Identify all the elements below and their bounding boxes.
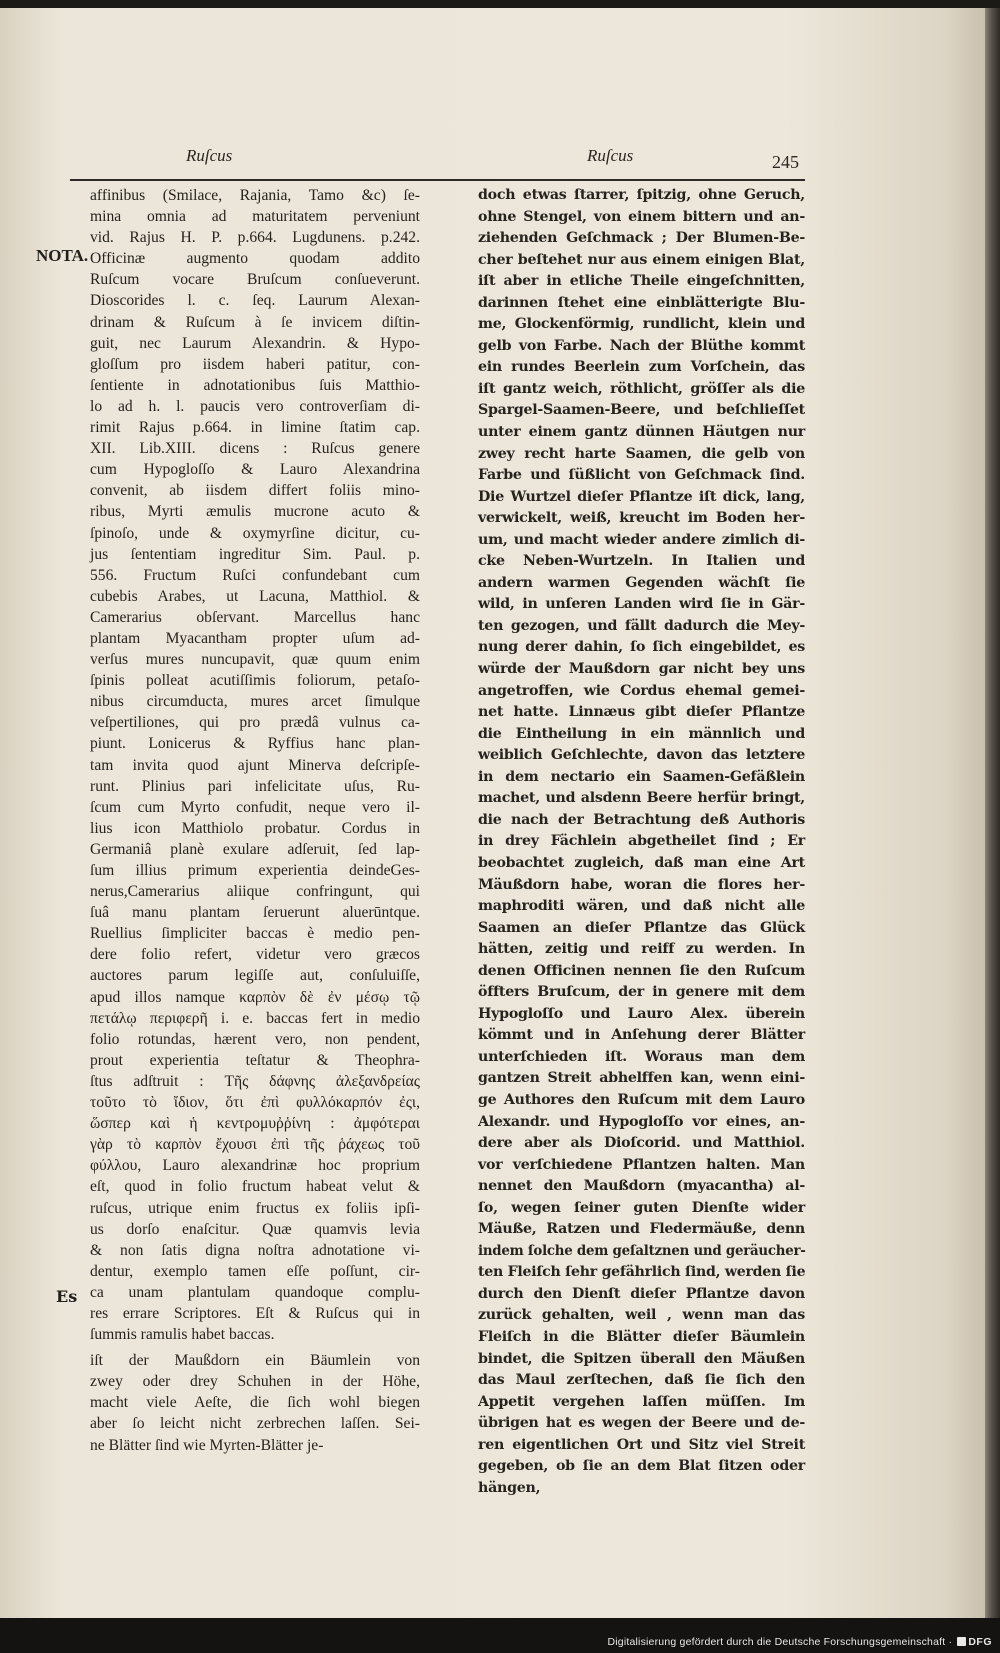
german-text-line: Appetit vergehen laſſen müſſen. Im [478,1393,805,1410]
latin-text-line: ſummis ramulis habet baccas. [90,1326,275,1344]
margin-es: Es [56,1287,78,1306]
header-rule [70,179,805,181]
latin-text-line: iſt der Maußdorn ein Bäumlein von [90,1352,420,1370]
latin-text-line: gloſſum pro iisdem haberi patitur, con- [90,355,420,373]
latin-text-line: lo ad h. l. paucis vero controverſiam di- [90,397,420,415]
german-text-line: das Maul zerſtechen, daß ſie ſich den [478,1372,805,1389]
german-text-line: iſt aber in etliche Theile eingeſchnitten, [478,273,805,290]
german-text-line: gegeben, ob ſie an dem Blat ſitzen oder [478,1458,805,1475]
german-text-line: öffters Bruſcum, der in genere mit dem [478,984,805,1001]
latin-text-line: aber ſo leicht nicht zerbrechen laſſen. Sei- [90,1415,420,1433]
latin-text-line: Officinæ augmento quodam addito [90,250,420,268]
latin-text-line: ruſcus, utrique enim fructus ex foliis ipſi- [90,1199,420,1217]
latin-text-line: auctores parum legiſſe aut, conſuluiſſe, [90,967,420,985]
latin-text-line: πετάλῳ περιφερῆ i. e. baccas fert in medio [90,1009,420,1027]
latin-text-line: γὰρ τὸ καρπὸν ἔχουσι ἐπὶ τῆς ῥάχεως τοῦ [90,1136,420,1154]
german-text-line: ohne Stengel, von einem bittern und an- [478,208,805,225]
latin-text-line: prout experientia teſtatur & Theophra- [90,1051,420,1069]
latin-text-line: ſum illius primum experientia deindeGes- [90,862,420,879]
latin-text-line: Germaniâ planè exulare adſeruit, ſed lap- [90,840,420,858]
page-edge-shadow [985,8,1000,1618]
latin-text-line: eſt, quod in folio fructum habeat velut & [90,1178,420,1196]
german-text-line: vor verſchiedene Pflantzen halten. Man [478,1156,805,1173]
german-text-line: um, und macht wieder andere zimlich di- [478,531,805,548]
german-text-line: andern warmen Gegenden wächſt ſie [478,574,805,591]
latin-text-line: ſuâ manu plantam ſeruerunt aluerūntque. [90,904,420,922]
latin-text-line: guit, nec Laurum Alexandrin. & Hypo- [90,334,420,352]
latin-text-line: & non ſatis digna noſtra adnotatione vi- [90,1241,420,1259]
latin-text-line: dentur, exemplo tamen eſſe poſſunt, cir- [90,1262,420,1280]
german-text-line: Hypogloſſo und Lauro Alex. überein [478,1005,805,1022]
latin-text-line: piunt. Lonicerus & Ryffius hanc plan- [90,735,420,753]
latin-text-line: jus ſententiam ingreditur Sim. Paul. p. [90,545,420,563]
german-text-line: Farbe und ſüßlicht von Geſchmack ſind. [478,467,805,484]
german-text-line: zwey recht harte Saamen, die gelb von [478,445,805,462]
german-text-line: wild, in unſeren Landen wird ſie in Gär- [478,596,805,613]
latin-text-line: ſpinoſo, unde & oxymyrſine dicitur, cu- [90,524,420,542]
german-text-line: ziehenden Geſchmack ; Der Blumen-Be- [478,230,805,247]
german-text-line: dere aber als Dioſcorid. und Matthiol. [478,1135,805,1152]
latin-text-line: rimit Rajus p.664. in limine ſtatim cap. [90,419,420,437]
latin-text-line: mina omnia ad maturitatem perveniunt [90,208,420,226]
german-text-line: unterſchieden iſt. Woraus man dem [478,1048,805,1065]
german-text-line: in dem nectario ein Saamen-Gefäßlein [478,768,805,785]
latin-text-line: tam invita quod ajunt Minerva deſcripſe- [90,756,420,774]
latin-text-line: ſcum cum Myrto confudit, neque vero il- [90,798,420,816]
latin-text-line: runt. Plinius pari infelicitate uſus, Ru- [90,777,420,795]
german-text-line: machet, und alsdenn Beere herfür bringt, [478,790,805,807]
german-text-line: zurück gehalten, weil , wenn man das [478,1307,805,1324]
german-text-line: ten Fleiſch ſehr gefährlich ſind, werden ſie [478,1264,806,1281]
latin-text-line: lius icon Matthiolo probatur. Cordus in [90,819,420,837]
german-text-line: kömmt und in Anſehung derer Blätter [478,1027,805,1044]
german-text-line: in drey Fächlein abgetheilet ſind ; Er [478,833,805,850]
german-text-line: iſt gantz weich, röthlicht, gröſſer als die [478,380,805,397]
german-text-line: ten gezogen, und fällt dadurch die Mey- [478,617,805,634]
german-text-line: Fleiſch in die Blätter dieſer Bäumlein [478,1328,805,1345]
running-head-center: Ruſcus [587,146,634,165]
latin-text-line: cubebis Arabes, ut Lacuna, Matthiol. & [90,587,420,605]
german-text-line: gelb von Farbe. Nach der Blüthe kommt [478,337,805,354]
latin-text-line: affinibus (Smilace, Rajania, Tamo &c) ſe- [90,187,420,204]
german-text-line: me, Glockenförmig, rundlicht, klein und [478,316,805,333]
latin-text-line: Dioscorides l. c. ſeq. Laurum Alexan- [90,292,420,310]
german-text-line: beobachtet zugleich, daß man eine Art [478,854,805,871]
german-text-line: bindet, die Spitzen überall den Mäußen [478,1350,805,1367]
latin-text-line: dere folio refert, videtur vero græcos [90,946,420,964]
latin-text-line: Ruellius ſimpliciter baccas è medio pen- [90,925,420,943]
latin-text-line: verſus mures nuncupavit, quæ quum enim [90,651,420,669]
latin-text-line: drinam & Ruſcum à ſe invicem diſtin- [90,313,420,331]
latin-text-line: ribus, Myrti æmulis mucrone acuto & [90,503,420,521]
german-text-line: ein rundes Beerlein zum Vorſchein, das [478,359,805,376]
latin-column [90,185,420,1456]
german-text-line: Alexandr. und Hypogloſſo vor eines, an- [478,1113,805,1130]
german-text-line: ren eigentlichen Ort und Sitz viel Streit [478,1436,805,1453]
german-text-line: Mäußdorn habe, woran die flores her- [478,876,805,893]
german-text-line: durch den Dienſt dieſer Pflantze davon [478,1285,805,1302]
page-number: 245 [772,152,799,172]
margin-nota: NOTA. [36,246,89,265]
german-text-line: hätten, zeitig und reiff zu werden. In [478,941,805,958]
german-text-line: Spargel-Saamen-Beere, und beſchlieſſet [478,402,805,419]
latin-text-line: ὥσπερ καὶ ἡ κεντρομυῤῥίνη : ἀμφότεραι [90,1115,420,1133]
latin-text-line: macht viele Aeſte, die ſich wohl biegen [90,1394,420,1412]
german-text-line: ge Authores den Ruſcum mit dem Lauro [478,1091,805,1108]
latin-text-line: folio rotundas, hærent vero, non pendent, [90,1030,420,1048]
german-text-line: Saamen an dieſer Pflantze das Glück [478,919,805,936]
funding-notice [607,1636,992,1648]
latin-text-line: ne Blätter ſind wie Myrten-Blätter je- [90,1436,324,1454]
latin-text-line: 556. Fructum Ruſci confundebant cum [90,566,420,584]
german-text-line: unter einem gantz dünnen Häutgen nur [478,424,805,441]
german-text-line: net hatte. Linnæus gibt dieſer Pflantze [478,704,805,721]
latin-text-line: plantam Myacantham propter uſum ad- [90,629,420,647]
german-text-line: denen Officinen nennen ſie den Ruſcum [478,962,805,979]
latin-text-line: us dorſo enaſcitur. Quæ quamvis levia [90,1220,420,1238]
latin-text-line: cum Hypogloſſo & Lauro Alexandrina [90,461,420,479]
latin-text-line: res errare Scriptores. Eſt & Ruſcus qui in [90,1304,420,1322]
latin-text-line: φύλλου, Lauro alexandrinæ hoc proprium [90,1157,420,1175]
german-text-line: maphroditi wären, und daß nicht alle [478,898,805,915]
latin-text-line: nerus,Camerarius aliique confringunt, qui [90,883,420,901]
latin-text-line: veſpertiliones, qui pro prædâ vulnus ca- [90,714,420,732]
german-text-line: hängen, [478,1479,541,1496]
german-text-line: verwickelt, weiß, kreucht im Boden her- [478,510,805,527]
dfg-logo: DFG [968,1636,992,1648]
funding-text: Digitalisierung gefördert durch die Deutsche Forschungsgemeinschaft · [607,1636,953,1648]
german-text-line: die Eintheilung in ein männlich und [478,725,805,742]
latin-text-line: nibus circumducta, mures arcet ſimulque [90,693,420,711]
german-text-line: indem ſolche dem geſaltznen und geräucher- [478,1242,806,1259]
german-text-line: darinnen ſtehet eine einblätterigte Blu- [478,294,805,311]
latin-text-line: ſtus adſtruit : Τῆς δάφνης ἀλεξανδρείας [90,1072,420,1090]
german-text-line: Mäuße, Ratzen und Fledermäuße, denn [478,1221,805,1238]
latin-text-line: zwey oder drey Schuhen in der Höhe, [90,1373,420,1391]
latin-text-line: Camerarius obſervant. Marcellus hanc [90,608,420,626]
german-text-line: würde der Maußdorn gar nicht bey uns [478,661,805,678]
german-text-line: nennet den Maußdorn (myacantha) al- [478,1178,805,1195]
latin-text-line: ca unam plantulam quandoque complu- [90,1283,420,1301]
latin-text-line: τοῦτο τὸ ἴδιον, ὅτι ἐπὶ φυλλόκαρπόν ἐςι, [90,1094,420,1112]
latin-text-line: XII. Lib.XIII. dicens : Ruſcus genere [90,440,420,458]
latin-text-line: ſpinis polleat acutiſſimis foliorum, petaſo- [90,672,420,690]
german-text-line: die nach der Betrachtung deß Authoris [478,811,805,828]
german-text-line: doch etwas ſtarrer, ſpitzig, ohne Geruch, [478,187,805,203]
german-text-line: übrigen hat es wegen der Beere und de- [478,1415,805,1432]
german-text-line: gantzen Streit abhelffen kan, wenn eini- [478,1070,805,1087]
german-text-line: weiblich Geſchlechte, davon das letztere [478,747,805,764]
german-text-line: cher beſtehet nur aus einem einigen Blat, [478,251,805,268]
running-head-left: Ruſcus [186,146,233,165]
german-column [478,185,805,1499]
german-text-line: cke Neben-Wurtzeln. In Italien und [478,553,805,570]
latin-text-line: apud illos namque καρπὸν δὲ ἐν μέσῳ τῷ [90,988,420,1006]
latin-text-line: ſentiente in adnotationibus ſuis Matthio- [90,376,420,394]
german-text-line: angetroffen, wie Cordus ehemal gemei- [478,682,805,699]
german-text-line: ſo, wegen ſeiner guten Dienſte wider [478,1199,805,1216]
latin-text-line: Ruſcum vocare Bruſcum conſueverunt. [90,271,420,289]
latin-text-line: convenit, ab iisdem differt foliis mino- [90,482,420,500]
german-text-line: nung derer dahin, ſo ſich eingebildet, es [478,639,805,656]
german-text-line: Die Wurtzel dieſer Pflantze iſt dick, lang, [478,488,805,505]
dfg-icon [957,1637,966,1646]
latin-text-line: vid. Rajus H. P. p.664. Lugdunens. p.242. [90,229,420,247]
